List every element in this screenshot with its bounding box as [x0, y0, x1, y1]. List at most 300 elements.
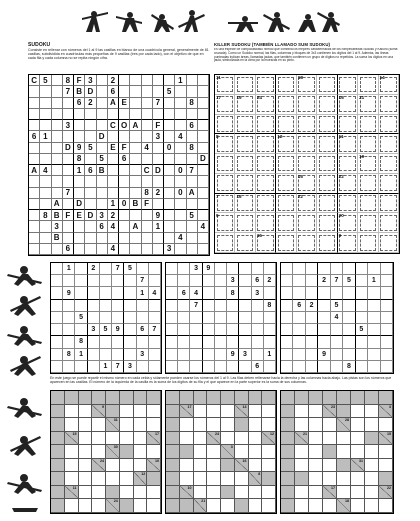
kakuro-empty-cell[interactable] — [207, 445, 221, 459]
kakuro-empty-cell[interactable] — [65, 445, 79, 459]
kakuro-empty-cell[interactable] — [235, 486, 249, 500]
kakuro-empty-cell[interactable] — [249, 405, 263, 419]
kakuro-empty-cell[interactable] — [309, 499, 323, 513]
kakuro-clue-cell — [106, 499, 120, 513]
sudoku-cell: 2 — [153, 188, 164, 199]
kakuro-empty-cell[interactable] — [134, 499, 148, 513]
sudoku-cell — [175, 221, 186, 232]
killer-cell — [297, 95, 317, 115]
kakuro-empty-cell[interactable] — [134, 445, 148, 459]
kakuro-empty-cell[interactable] — [180, 432, 194, 446]
sudoku-cell — [142, 109, 153, 120]
killer-cell — [317, 154, 337, 174]
kakuro-empty-cell[interactable] — [379, 499, 393, 513]
samurai-cell: 1 — [100, 361, 112, 373]
kakuro-empty-cell[interactable] — [351, 405, 365, 419]
samurai-cell — [51, 361, 63, 373]
kakuro-clue: 18 — [345, 499, 349, 504]
kakuro-clue: 17 — [331, 485, 335, 490]
kakuro-empty-cell[interactable] — [120, 432, 134, 446]
sudoku-cell — [85, 221, 96, 232]
sudoku-cell — [187, 176, 198, 187]
sudoku-cell — [52, 244, 63, 255]
kakuro-empty-cell[interactable] — [249, 499, 263, 513]
sudoku-cell — [97, 199, 108, 210]
killer-cell — [379, 134, 399, 154]
kakuro-empty-cell[interactable] — [92, 472, 106, 486]
kakuro-clue-cell — [147, 391, 161, 405]
kakuro-empty-cell[interactable] — [147, 486, 161, 500]
kakuro-empty-cell[interactable] — [295, 486, 309, 500]
samurai-cell — [215, 300, 227, 312]
kakuro-empty-cell[interactable] — [194, 432, 208, 446]
kakuro-empty-cell[interactable] — [134, 486, 148, 500]
kakuro-empty-cell[interactable] — [79, 472, 93, 486]
kakuro-empty-cell[interactable] — [79, 499, 93, 513]
kakuro-empty-cell[interactable] — [323, 432, 337, 446]
samurai-cell — [190, 312, 202, 324]
kakuro-empty-cell[interactable] — [262, 499, 276, 513]
sudoku-cell — [153, 176, 164, 187]
kakuro-clue-cell — [166, 391, 180, 405]
sudoku-cell: 3 — [52, 221, 63, 232]
kakuro-empty-cell[interactable] — [379, 459, 393, 473]
sudoku-cell — [142, 131, 153, 142]
sudoku-cell: F — [74, 75, 85, 86]
kakuro-empty-cell[interactable] — [351, 418, 365, 432]
killer-cell — [358, 154, 378, 174]
kakuro-empty-cell[interactable] — [221, 405, 235, 419]
samurai-cell — [356, 312, 368, 324]
kakuro-empty-cell[interactable] — [365, 418, 379, 432]
cage-sum: 9 — [338, 233, 342, 239]
samurai-cell — [293, 275, 305, 287]
sudoku-cell — [108, 188, 119, 199]
kakuro-empty-cell[interactable] — [92, 499, 106, 513]
samurai-cell: 3 — [227, 275, 239, 287]
kakuro-empty-cell[interactable] — [180, 472, 194, 486]
killer-cell — [235, 134, 255, 154]
kakuro-empty-cell[interactable] — [120, 418, 134, 432]
samurai-cell — [293, 324, 305, 336]
kakuro-clue-cell — [106, 391, 120, 405]
samurai-cell — [124, 336, 136, 348]
killer-cell — [297, 174, 317, 194]
kakuro-empty-cell[interactable] — [134, 405, 148, 419]
kakuro-empty-cell[interactable] — [92, 445, 106, 459]
killer-cell — [379, 95, 399, 115]
samurai-cell — [239, 263, 251, 275]
cage-sum: 15 — [256, 233, 262, 239]
kakuro-clue-cell — [134, 472, 148, 486]
kakuro-empty-cell[interactable] — [65, 418, 79, 432]
kakuro-empty-cell[interactable] — [194, 459, 208, 473]
kakuro-empty-cell[interactable] — [134, 432, 148, 446]
kakuro-empty-cell[interactable] — [365, 459, 379, 473]
kakuro-clue: 30 — [113, 445, 118, 450]
kakuro-empty-cell[interactable] — [262, 418, 276, 432]
sudoku-cell: A — [108, 98, 119, 109]
kakuro-empty-cell[interactable] — [249, 445, 263, 459]
killer-cell — [215, 75, 235, 95]
samurai-cell — [63, 275, 75, 287]
kakuro-empty-cell[interactable] — [235, 432, 249, 446]
kakuro-empty-cell[interactable] — [337, 432, 351, 446]
kakuro-empty-cell[interactable] — [337, 486, 351, 500]
kakuro-empty-cell[interactable] — [92, 486, 106, 500]
kakuro-empty-cell[interactable] — [207, 405, 221, 419]
kakuro-clue-cell — [166, 499, 180, 513]
sudoku-cell: 7 — [187, 165, 198, 176]
kakuro-empty-cell[interactable] — [207, 472, 221, 486]
kakuro-empty-cell[interactable] — [194, 486, 208, 500]
kakuro-empty-cell[interactable] — [79, 405, 93, 419]
kakuro-empty-cell[interactable] — [365, 405, 379, 419]
sudoku-cell — [175, 109, 186, 120]
kakuro-empty-cell[interactable] — [309, 445, 323, 459]
sudoku-cell: D — [74, 199, 85, 210]
sudoku-cell — [130, 176, 141, 187]
kakuro-empty-cell[interactable] — [249, 432, 263, 446]
kakuro-clue-cell — [281, 445, 295, 459]
sudoku-cell — [74, 131, 85, 142]
samurai-cell — [381, 287, 393, 299]
killer-cell — [358, 115, 378, 135]
sudoku-cell — [119, 86, 130, 97]
kakuro-clue: 31 — [359, 458, 363, 463]
hex-sudoku-grid — [28, 74, 210, 256]
samurai-cell — [100, 275, 112, 287]
kakuro-empty-cell[interactable] — [351, 472, 365, 486]
sudoku-cell — [130, 244, 141, 255]
sudoku-cell — [130, 131, 141, 142]
samurai-cell — [149, 361, 161, 373]
samurai-cell — [166, 324, 178, 336]
kakuro-empty-cell[interactable] — [106, 472, 120, 486]
kakuro-empty-cell[interactable] — [351, 445, 365, 459]
kakuro-empty-cell[interactable] — [249, 486, 263, 500]
sudoku-cell — [63, 233, 74, 244]
killer-cell — [379, 194, 399, 214]
kakuro-empty-cell[interactable] — [65, 405, 79, 419]
kakuro-empty-cell[interactable] — [92, 418, 106, 432]
sudoku-cell — [97, 86, 108, 97]
sudoku-cell — [175, 143, 186, 154]
killer-cell — [276, 134, 296, 154]
kakuro-empty-cell[interactable] — [309, 472, 323, 486]
cage-sum: 11 — [216, 75, 221, 80]
kakuro-empty-cell[interactable] — [207, 459, 221, 473]
sudoku-cell: 5 — [164, 86, 175, 97]
samurai-cell — [356, 263, 368, 275]
samurai-cell — [166, 349, 178, 361]
sudoku-cell: 0 — [119, 199, 130, 210]
samurai-cell — [264, 324, 276, 336]
kakuro-empty-cell[interactable] — [207, 499, 221, 513]
sudoku-cell — [29, 244, 40, 255]
kakuro-empty-cell[interactable] — [92, 432, 106, 446]
killer-cell — [317, 233, 337, 253]
sudoku-cell: 1 — [40, 131, 51, 142]
samurai-cell — [368, 300, 380, 312]
samurai-cell — [112, 336, 124, 348]
sudoku-cell — [153, 143, 164, 154]
kakuro-clue-cell — [309, 391, 323, 405]
sudoku-cell — [198, 210, 209, 221]
kakuro-clue: 23 — [331, 404, 335, 409]
samurai-cell: 1 — [137, 287, 149, 299]
kakuro-empty-cell[interactable] — [351, 486, 365, 500]
samurai-cell — [124, 275, 136, 287]
sudoku-cell — [153, 199, 164, 210]
sudoku-cell — [130, 233, 141, 244]
sudoku-cell — [142, 244, 153, 255]
sudoku-cell — [164, 75, 175, 86]
samurai-cell — [88, 349, 100, 361]
kakuro-empty-cell[interactable] — [194, 405, 208, 419]
killer-cell — [338, 75, 358, 95]
samurai-cell: 6 — [137, 324, 149, 336]
sudoku-cell: 3 — [164, 244, 175, 255]
kakuro-empty-cell[interactable] — [134, 459, 148, 473]
sudoku-cell — [29, 154, 40, 165]
kakuro-empty-cell[interactable] — [79, 486, 93, 500]
sudoku-cell — [97, 98, 108, 109]
samurai-cell — [124, 349, 136, 361]
kakuro-empty-cell[interactable] — [309, 486, 323, 500]
kakuro-empty-cell[interactable] — [365, 486, 379, 500]
kakuro-empty-cell[interactable] — [235, 445, 249, 459]
samurai-cell — [215, 312, 227, 324]
samurai-cell — [51, 336, 63, 348]
kakuro-empty-cell[interactable] — [235, 472, 249, 486]
killer-cell — [256, 134, 276, 154]
sudoku-cell — [63, 131, 74, 142]
kakuro-empty-cell[interactable] — [262, 405, 276, 419]
samurai-cell: 5 — [356, 324, 368, 336]
kakuro-empty-cell[interactable] — [65, 472, 79, 486]
samurai-cell — [356, 300, 368, 312]
sudoku-cell — [164, 221, 175, 232]
samurai-cell — [318, 312, 330, 324]
kakuro-empty-cell[interactable] — [249, 459, 263, 473]
killer-cell — [297, 194, 317, 214]
sudoku-cell: 1 — [108, 199, 119, 210]
kakuro-clue: 16 — [242, 458, 247, 463]
sudoku-cell — [198, 244, 209, 255]
kakuro-empty-cell[interactable] — [295, 405, 309, 419]
kakuro-clue-cell — [221, 445, 235, 459]
sudoku-cell: A — [130, 120, 141, 131]
killer-cell — [276, 174, 296, 194]
kakuro-empty-cell[interactable] — [365, 472, 379, 486]
kakuro-empty-cell[interactable] — [295, 418, 309, 432]
killer-cell — [338, 95, 358, 115]
kakuro-clue: 31 — [113, 418, 118, 423]
kakuro-empty-cell[interactable] — [134, 418, 148, 432]
kakuro-empty-cell[interactable] — [180, 459, 194, 473]
sudoku-cell: 6 — [119, 154, 130, 165]
samurai-cell — [356, 361, 368, 373]
samurai-cell — [356, 275, 368, 287]
sudoku-cell — [164, 98, 175, 109]
kakuro-empty-cell[interactable] — [221, 499, 235, 513]
sudoku-cell: D — [63, 143, 74, 154]
kakuro-empty-cell[interactable] — [337, 472, 351, 486]
kakuro-clue: 3 — [230, 445, 233, 450]
killer-cell — [297, 75, 317, 95]
samurai-cell — [368, 324, 380, 336]
samurai-cell — [381, 336, 393, 348]
samurai-cell — [124, 324, 136, 336]
kakuro-empty-cell[interactable] — [194, 418, 208, 432]
kakuro-empty-cell[interactable] — [79, 459, 93, 473]
kakuro-clue-cell — [166, 472, 180, 486]
sudoku-cell — [40, 86, 51, 97]
kakuro-empty-cell[interactable] — [379, 445, 393, 459]
sudoku-cell — [40, 109, 51, 120]
kakuro-empty-cell[interactable] — [323, 418, 337, 432]
kakuro-empty-cell[interactable] — [379, 418, 393, 432]
sudoku-cell — [187, 75, 198, 86]
sudoku-cell — [119, 221, 130, 232]
sudoku-cell — [164, 154, 175, 165]
kakuro-empty-cell[interactable] — [351, 432, 365, 446]
sudoku-cell: D — [85, 210, 96, 221]
sudoku-cell: 0 — [175, 188, 186, 199]
samurai-cell — [178, 349, 190, 361]
kakuro-empty-cell[interactable] — [120, 459, 134, 473]
kakuro-empty-cell[interactable] — [323, 499, 337, 513]
samurai-cell — [381, 312, 393, 324]
kakuro-empty-cell[interactable] — [207, 418, 221, 432]
kakuro-empty-cell[interactable] — [365, 445, 379, 459]
sudoku-cell: 1 — [175, 75, 186, 86]
kakuro-empty-cell[interactable] — [323, 472, 337, 486]
kakuro-clue-cell — [134, 391, 148, 405]
cage-sum: 12 — [277, 134, 283, 140]
kakuro-empty-cell[interactable] — [65, 459, 79, 473]
sudoku-cell: 8 — [74, 154, 85, 165]
kakuro-clue-cell — [92, 405, 106, 419]
kakuro-empty-cell[interactable] — [309, 418, 323, 432]
samurai-cell — [178, 336, 190, 348]
sudoku-cell — [198, 199, 209, 210]
sudoku-cell: 4 — [108, 244, 119, 255]
sudoku-cell — [108, 176, 119, 187]
kakuro-clue-cell — [351, 391, 365, 405]
kakuro-empty-cell[interactable] — [337, 445, 351, 459]
samurai-sudoku-right — [280, 262, 394, 374]
kakuro-clue-cell — [106, 486, 120, 500]
samurai-cell — [190, 275, 202, 287]
killer-cell — [317, 95, 337, 115]
kakuro-empty-cell[interactable] — [120, 405, 134, 419]
kakuro-clue-cell — [337, 391, 351, 405]
samurai-cell — [51, 349, 63, 361]
kakuro-empty-cell[interactable] — [365, 499, 379, 513]
kakuro-clue: 21 — [303, 431, 307, 436]
kakuro-empty-cell[interactable] — [147, 499, 161, 513]
kakuro-empty-cell[interactable] — [262, 486, 276, 500]
kakuro-empty-cell[interactable] — [79, 432, 93, 446]
kakuro-empty-cell[interactable] — [194, 472, 208, 486]
killer-cell — [358, 95, 378, 115]
samurai-cell — [293, 336, 305, 348]
killer-cell — [317, 213, 337, 233]
samurai-cell: 5 — [75, 312, 87, 324]
kakuro-empty-cell[interactable] — [106, 459, 120, 473]
kakuro-empty-cell[interactable] — [262, 459, 276, 473]
sudoku-cell: B — [52, 210, 63, 221]
kakuro-empty-cell[interactable] — [323, 459, 337, 473]
kakuro-clue-cell — [379, 432, 393, 446]
samurai-cell — [343, 336, 355, 348]
sudoku-cell — [74, 120, 85, 131]
samurai-cell — [252, 300, 264, 312]
killer-cell — [276, 213, 296, 233]
kakuro-clue-cell — [51, 445, 65, 459]
kakuro-empty-cell[interactable] — [79, 445, 93, 459]
killer-cell — [317, 174, 337, 194]
kakuro-empty-cell[interactable] — [120, 486, 134, 500]
kakuro-empty-cell[interactable] — [65, 499, 79, 513]
samurai-cell — [137, 263, 149, 275]
kakuro-clue-cell — [221, 486, 235, 500]
kakuro-empty-cell[interactable] — [309, 459, 323, 473]
kakuro-empty-cell[interactable] — [262, 445, 276, 459]
samurai-cell: 4 — [149, 287, 161, 299]
kakuro-empty-cell[interactable] — [295, 445, 309, 459]
killer-cell — [215, 134, 235, 154]
kakuro-empty-cell[interactable] — [295, 499, 309, 513]
kakuro-clue-cell — [235, 418, 249, 432]
kakuro-empty-cell[interactable] — [221, 472, 235, 486]
kakuro-empty-cell[interactable] — [147, 418, 161, 432]
samurai-cell — [178, 324, 190, 336]
kakuro-empty-cell[interactable] — [147, 445, 161, 459]
kakuro-empty-cell[interactable] — [221, 432, 235, 446]
kakuro-empty-cell[interactable] — [194, 445, 208, 459]
kakuro-empty-cell[interactable] — [147, 405, 161, 419]
killer-cell — [256, 75, 276, 95]
kakuro-empty-cell[interactable] — [295, 459, 309, 473]
kakuro-empty-cell[interactable] — [207, 486, 221, 500]
kakuro-empty-cell[interactable] — [120, 472, 134, 486]
kakuro-clue: 17 — [187, 404, 192, 409]
kakuro-empty-cell[interactable] — [351, 499, 365, 513]
samurai-cell — [381, 263, 393, 275]
sudoku-cell — [119, 188, 130, 199]
sudoku-cell — [29, 86, 40, 97]
sudoku-cell — [142, 75, 153, 86]
cage-sum: 16 — [236, 193, 242, 199]
killer-cell — [297, 213, 317, 233]
kakuro-clue-cell — [79, 391, 93, 405]
samurai-cell — [293, 349, 305, 361]
kakuro-empty-cell[interactable] — [180, 418, 194, 432]
kakuro-empty-cell[interactable] — [221, 418, 235, 432]
kakuro-empty-cell[interactable] — [79, 418, 93, 432]
samurai-cell — [51, 312, 63, 324]
ninja-banner-decoration — [78, 8, 342, 38]
sudoku-cell — [187, 109, 198, 120]
kakuro-empty-cell[interactable] — [106, 432, 120, 446]
kakuro-empty-cell[interactable] — [309, 432, 323, 446]
kakuro-empty-cell[interactable] — [249, 418, 263, 432]
kakuro-clue-cell — [235, 405, 249, 419]
kakuro-empty-cell[interactable] — [309, 405, 323, 419]
